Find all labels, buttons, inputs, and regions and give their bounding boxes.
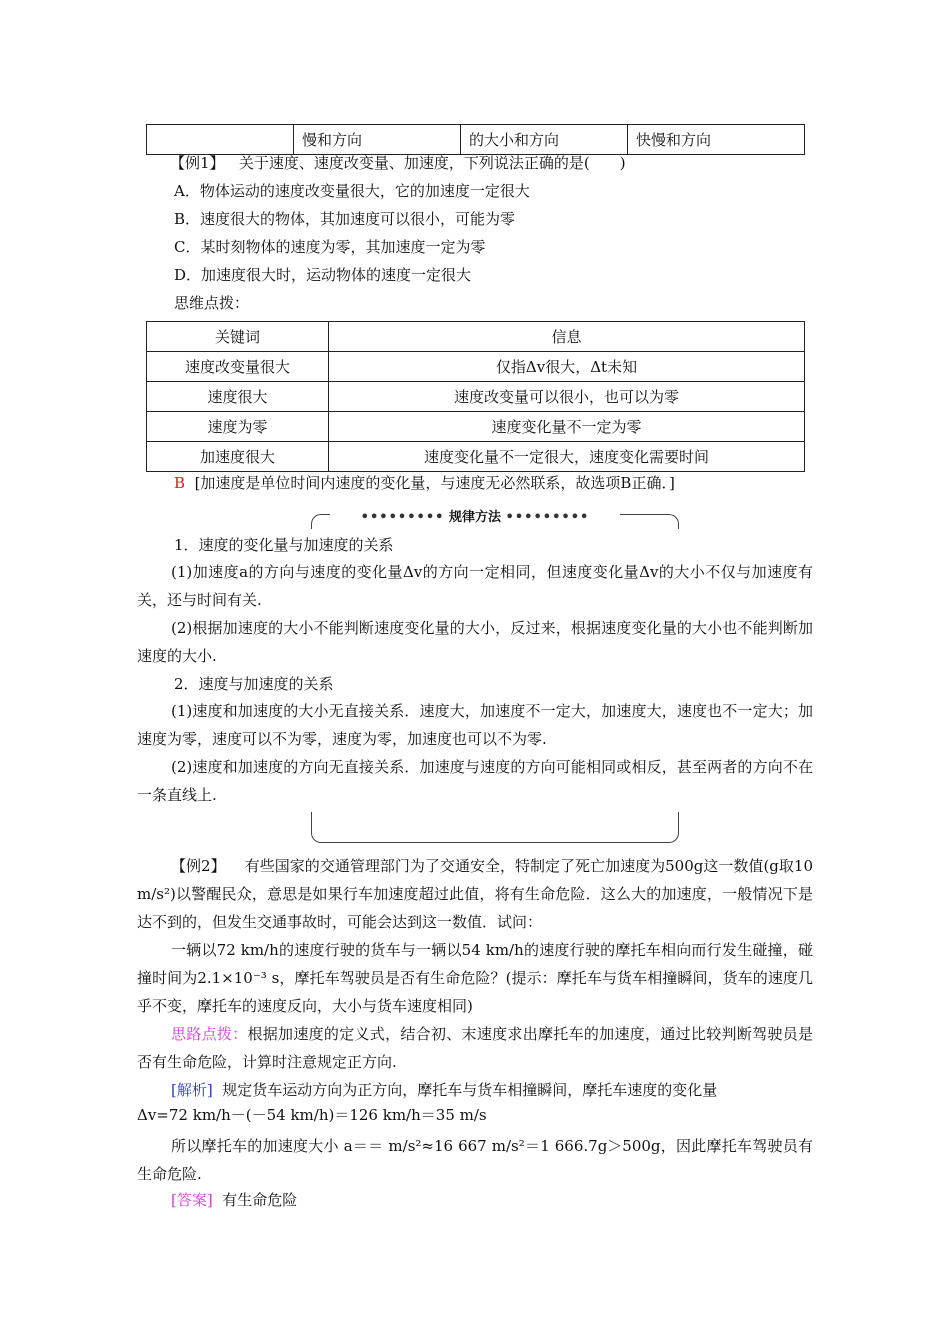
analysis-label: [解析]	[171, 1081, 213, 1099]
example2-paragraph-1	[137, 852, 813, 936]
top-table-cell	[147, 125, 294, 155]
example1-option-a: A．物体运动的速度改变量很大，它的加速度一定很大	[174, 182, 530, 200]
methods-bottom-bracket	[311, 812, 679, 843]
keyword-table-cell: 仅指Δv很大，Δt未知	[329, 352, 805, 382]
answer-label: [答案]	[171, 1191, 213, 1209]
top-table-cell: 的大小和方向	[461, 125, 628, 155]
methods-paragraph-3: (1)速度和加速度的大小无直接关系．速度大，加速度不一定大，加速度大，速度也不一定大；加速度为零，速度可以不为零，速度为零，加速度也可以不为零.	[137, 702, 813, 748]
keyword-table-cell: 速度为零	[147, 412, 329, 442]
methods-title: 规律方法	[448, 510, 501, 525]
analysis-text: 规定货车运动方向为正方向，摩托车与货车相撞瞬间，摩托车速度的变化量	[222, 1081, 718, 1099]
answer-explanation: [加速度是单位时间内速度的变化量，与速度无必然联系，故选项B正确．]	[194, 474, 675, 492]
example1-hint-label: 思维点拨：	[174, 294, 250, 312]
example1-option-c: C．某时刻物体的速度为零，其加速度一定为零	[174, 238, 486, 256]
example1-label: 【例1】	[170, 154, 225, 172]
methods-paragraph-1: (1)加速度a的方向与速度的变化量Δv的方向一定相同，但速度变化量Δv的大小不仅与加速度有关，还与时间有关.	[137, 563, 813, 609]
example1-option-d: D．加速度很大时，运动物体的速度一定很大	[174, 266, 472, 284]
methods-paragraph-4: (2)速度和加速度的方向无直接关系．加速度与速度的方向可能相同或相反，甚至两者的方向不在一条直线上.	[137, 758, 813, 804]
keyword-table-cell: 速度很大	[147, 382, 329, 412]
example1-question: 关于速度、速度改变量、加速度，下列说法正确的是( )	[238, 154, 626, 172]
example2-hint	[137, 1020, 813, 1076]
example2-label: 【例2】	[171, 857, 226, 875]
top-table-cell: 快慢和方向	[628, 125, 805, 155]
example1-option-b: B．速度很大的物体，其加速度可以很小，可能为零	[174, 210, 516, 228]
keyword-table-header: 关键词	[147, 322, 329, 352]
example2-answer	[171, 1190, 297, 1210]
example2-text: 有些国家的交通管理部门为了交通安全，特制定了死亡加速度为500g这一数值(g取10 m/s²)以警醒民众，意思是如果行车加速度超过此值，将有生命危险．这么大的加速度，一般情况下是达不到的，但发生交通事故时，可能会达到这一数值．试问：	[137, 857, 814, 931]
keyword-table-cell: 加速度很大	[147, 442, 329, 472]
top-table	[146, 124, 805, 155]
keyword-table-cell: 速度改变量很大	[147, 352, 329, 382]
methods-title-row: ••••••••• 规律方法 •••••••••	[360, 510, 590, 525]
keyword-table-cell: 速度改变量可以很小，也可以为零	[329, 382, 805, 412]
methods-heading-2: 2．速度与加速度的关系	[174, 675, 334, 693]
example2-paragraph-2: 一辆以72 km/h的速度行驶的货车与一辆以54 km/h的速度行驶的摩托车相向而行发生碰撞，碰撞时间为2.1×10⁻³ s，摩托车驾驶员是否有生命危险？(提示：摩托车与货车相撞瞬间，货车的速度几乎不变，摩托车的速度反向，大小与货车速度相同)	[137, 941, 813, 1015]
hint-label: 思路点拨：	[171, 1025, 248, 1043]
example2-analysis	[137, 1076, 813, 1104]
answer-letter: B	[174, 474, 186, 492]
keyword-table	[146, 321, 805, 472]
example1-answer	[174, 473, 675, 493]
methods-paragraph-2: (2)根据加速度的大小不能判断速度变化量的大小，反过来，根据速度变化量的大小也不能判断加速度的大小.	[137, 619, 813, 665]
example1-question-line	[170, 153, 626, 173]
top-table-cell: 慢和方向	[294, 125, 461, 155]
methods-heading-1: 1．速度的变化量与加速度的关系	[174, 536, 394, 554]
answer-text: 有生命危险	[222, 1191, 298, 1209]
keyword-table-cell: 速度变化量不一定为零	[329, 412, 805, 442]
keyword-table-header: 信息	[329, 322, 805, 352]
example2-analysis-formula: Δv=72 km/h－(－54 km/h)＝126 km/h＝35 m/s	[137, 1106, 487, 1124]
hint-text: 根据加速度的定义式，结合初、末速度求出摩托车的加速度，通过比较判断驾驶员是否有生命危险，计算时注意规定正方向.	[137, 1025, 813, 1071]
example2-analysis-result: 所以摩托车的加速度大小 a＝＝ m/s²≈16 667 m/s²＝1 666.7g＞500g，因此摩托车驾驶员有生命危险.	[137, 1137, 813, 1183]
keyword-table-cell: 速度变化量不一定很大，速度变化需要时间	[329, 442, 805, 472]
